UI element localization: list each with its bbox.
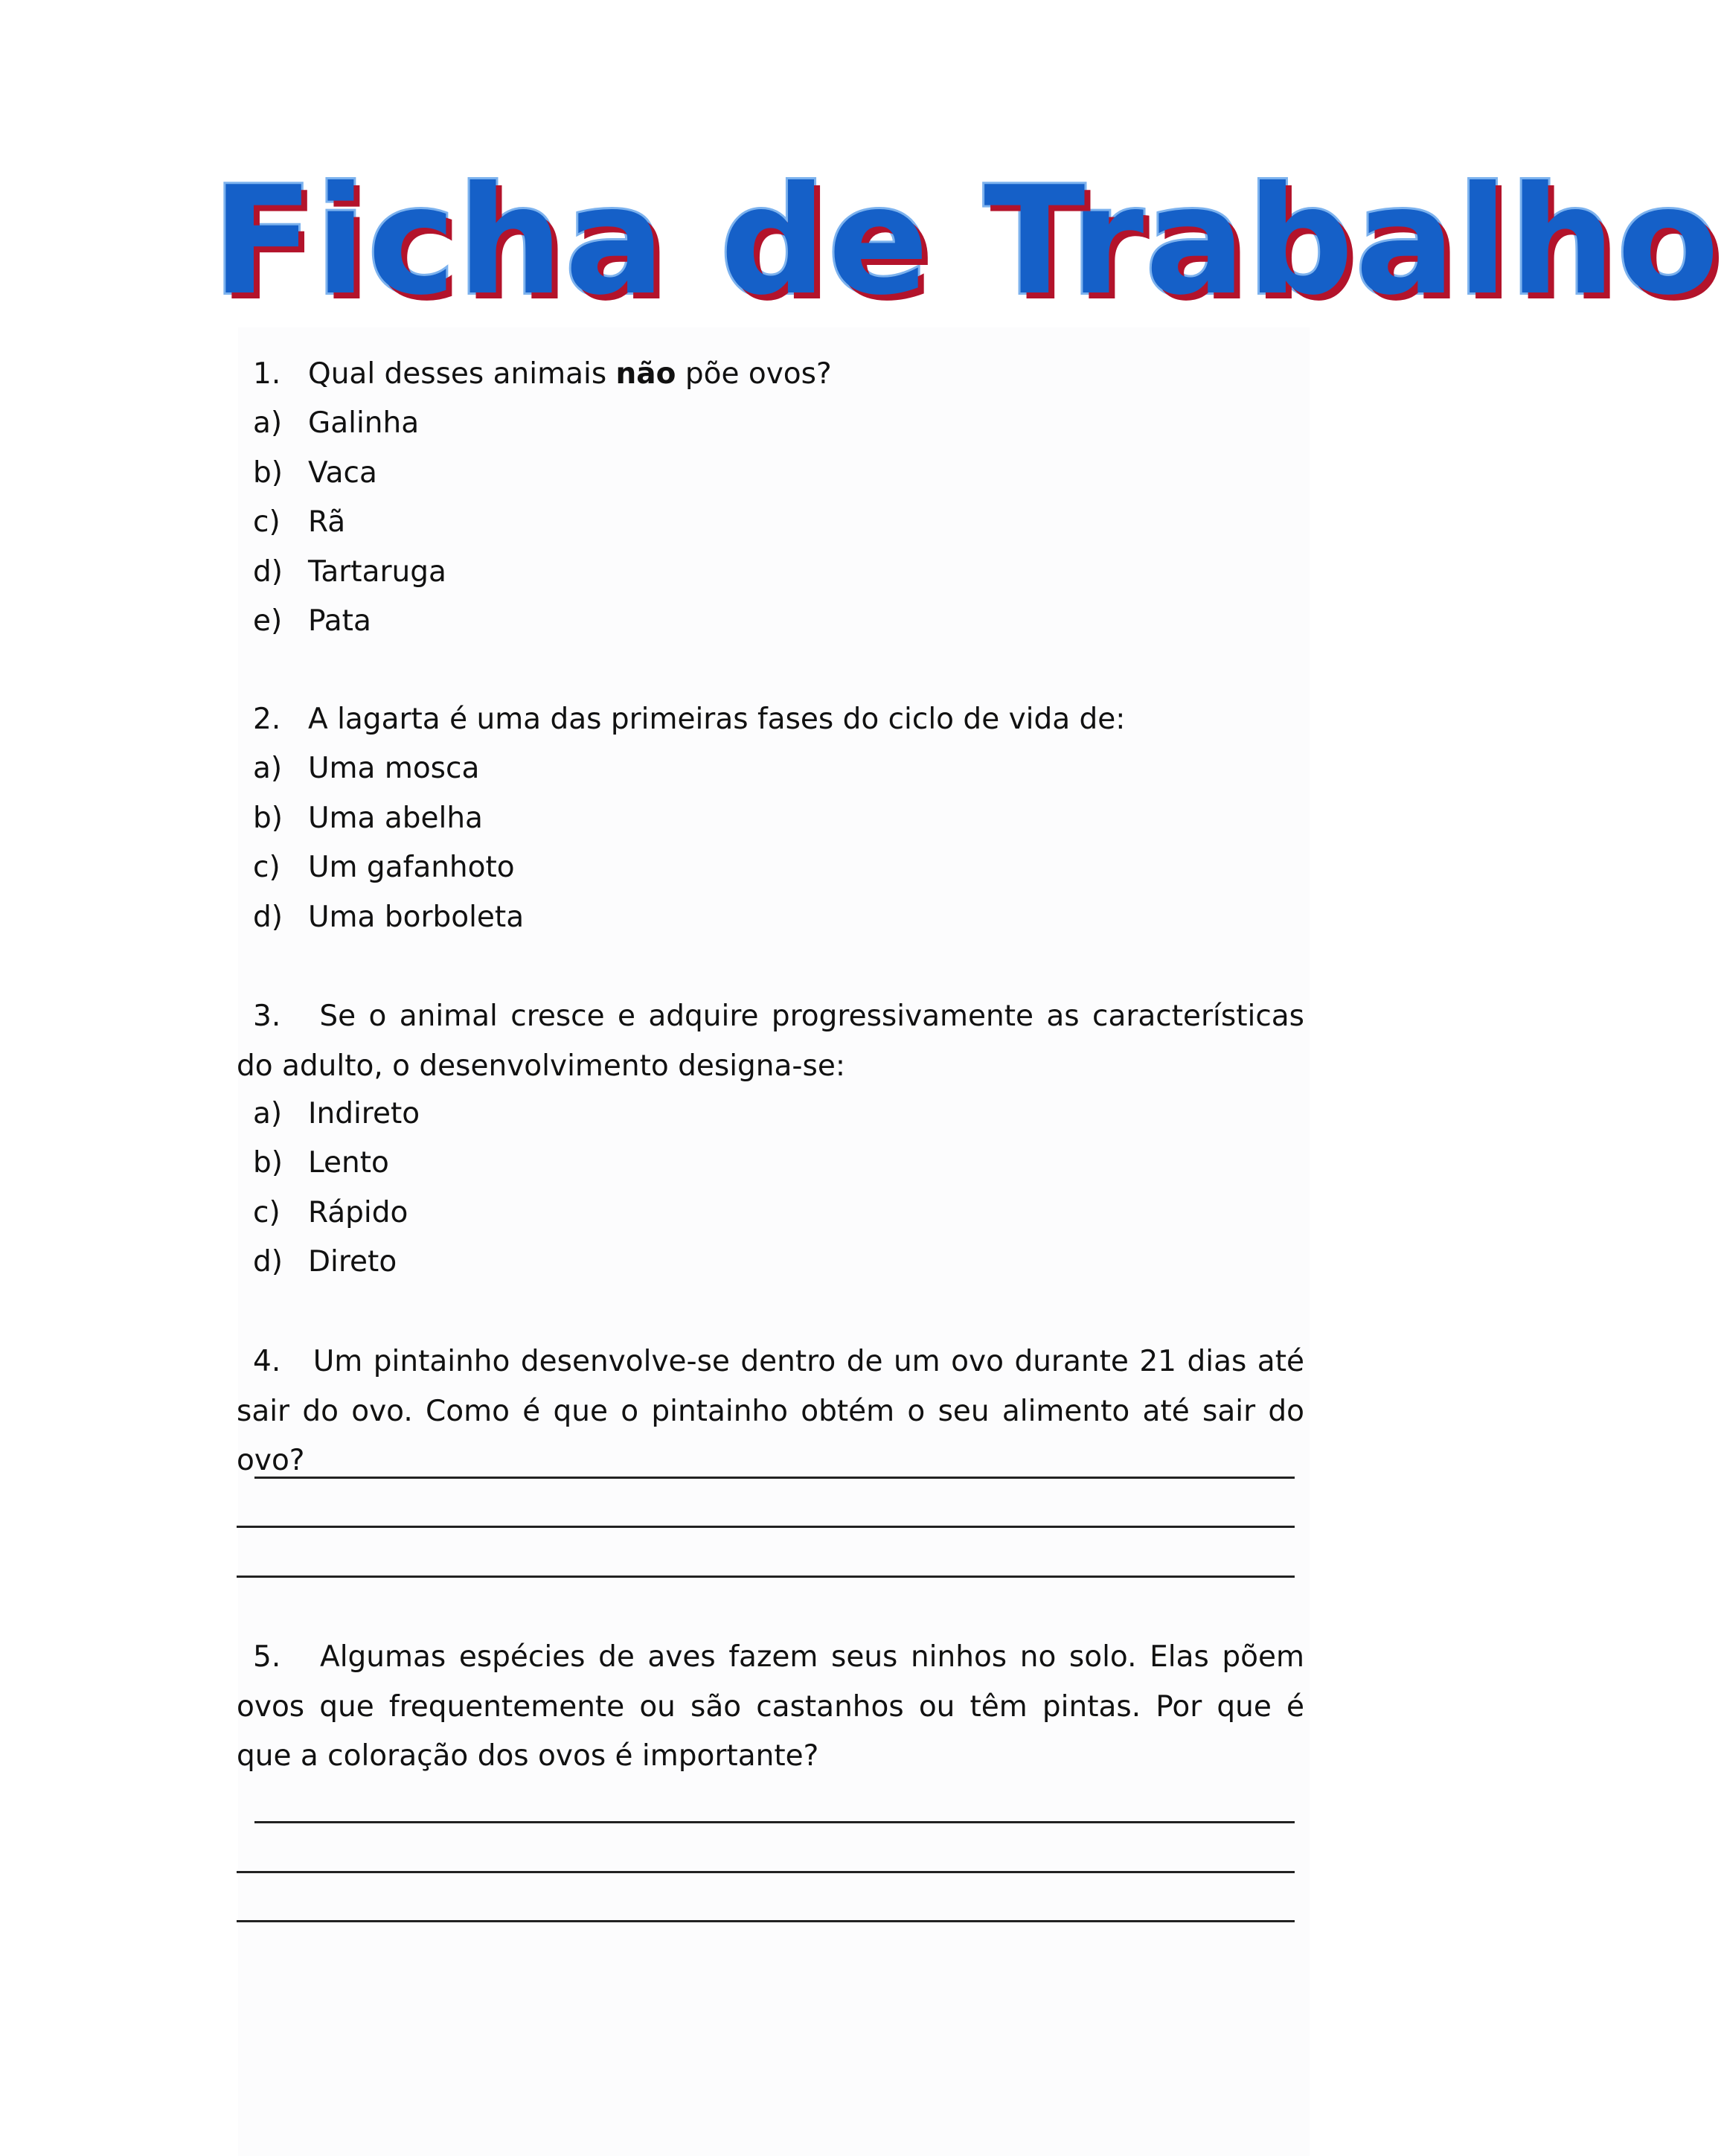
question-4 <box>237 1337 1304 1486</box>
question-number: 5. <box>253 1640 281 1674</box>
option-text: Galinha <box>308 406 420 440</box>
answer-line-q5-1[interactable] <box>254 1821 1295 1823</box>
option-letter: d) <box>253 901 283 934</box>
question-number: 4. <box>253 1345 281 1378</box>
option-letter: d) <box>253 1245 283 1279</box>
question-3 <box>237 992 1304 1091</box>
answer-line-q5-3[interactable] <box>237 1920 1295 1922</box>
option-text: Um gafanhoto <box>308 851 515 884</box>
question-text: Algumas espécies de aves fazem seus ninhos no solo. Elas põem ovos que frequentemente ou são castanhos ou têm pintas. Por que é que a coloração dos ovos é importante? <box>237 1640 1304 1773</box>
option-letter: a) <box>253 752 283 785</box>
option-letter: c) <box>253 851 281 884</box>
option-letter: e) <box>253 604 283 638</box>
option-letter: b) <box>253 802 283 835</box>
option-letter: d) <box>253 555 283 589</box>
option-text: Indireto <box>308 1097 420 1130</box>
option-text: Vaca <box>308 456 377 490</box>
answer-line-q4-1[interactable] <box>254 1477 1295 1479</box>
question-text: Um pintainho desenvolve-se dentro de um ovo durante 21 dias até sair do ovo. Como é que o pintainho obtém o seu alimento até sair do ovo? <box>237 1345 1304 1477</box>
question-number: 3. <box>253 999 281 1033</box>
option-text: Uma abelha <box>308 802 483 835</box>
option-letter: b) <box>253 1146 283 1180</box>
option-text: Tartaruga <box>308 555 446 589</box>
question-5 <box>237 1633 1304 1782</box>
option-text: Rã <box>308 505 346 539</box>
option-letter: b) <box>253 456 283 490</box>
worksheet-title: Ficha de Trabalho <box>212 155 1721 328</box>
option-text: Pata <box>308 604 371 638</box>
answer-line-q4-2[interactable] <box>237 1526 1295 1528</box>
option-letter: a) <box>253 1097 283 1130</box>
question-text: Qual desses animais não põe ovos? <box>308 357 832 391</box>
page-background <box>238 327 1310 2156</box>
option-text: Rápido <box>308 1196 408 1229</box>
question-number: 2. <box>253 703 281 736</box>
answer-line-q4-3[interactable] <box>237 1576 1295 1578</box>
option-letter: c) <box>253 505 281 539</box>
answer-line-q5-2[interactable] <box>237 1871 1295 1873</box>
option-text: Uma mosca <box>308 752 480 785</box>
question-number: 1. <box>253 357 281 391</box>
option-letter: c) <box>253 1196 281 1229</box>
option-text: Direto <box>308 1245 397 1279</box>
option-letter: a) <box>253 406 283 440</box>
question-text: Se o animal cresce e adquire progressivamente as características do adulto, o desenvolvimento designa-se: <box>237 999 1304 1083</box>
question-text: A lagarta é uma das primeiras fases do ciclo de vida de: <box>308 703 1126 736</box>
option-text: Lento <box>308 1146 389 1180</box>
option-text: Uma borboleta <box>308 901 525 934</box>
